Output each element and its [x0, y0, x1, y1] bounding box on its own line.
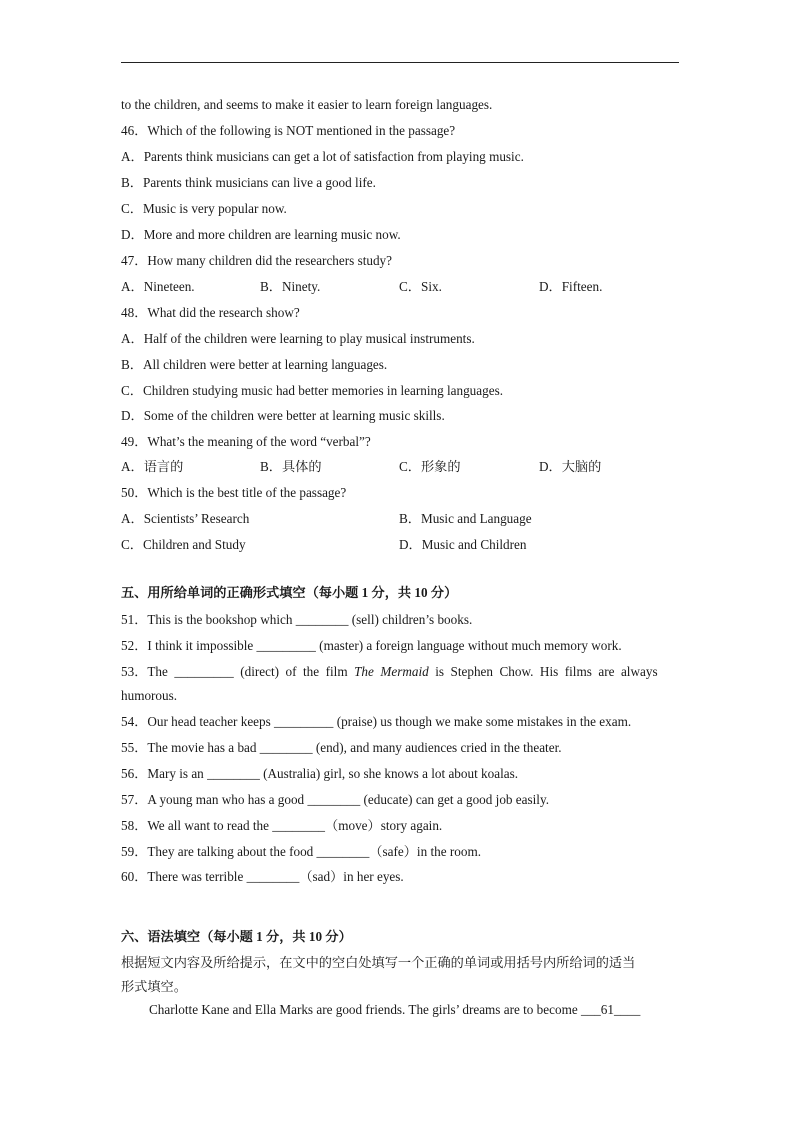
q48-stem: 48．What did the research show?	[121, 305, 300, 320]
section5-heading: 五、用所给单词的正确形式填空（每小题 1 分，共 10 分）	[121, 585, 458, 600]
q48-option-c: C．Children studying music had better memories in learning languages.	[121, 383, 503, 398]
section6-instruction-line2: 形式填空。	[121, 979, 187, 994]
q55: 55．The movie has a bad ________ (end), and many audiences cried in the theater.	[121, 740, 562, 755]
q49-option-c: C．形象的	[399, 459, 461, 474]
q52: 52．I think it impossible _________ (master) a foreign language without much memory work.	[121, 638, 622, 653]
q53-text-end: is Stephen Chow. His films are always	[428, 664, 658, 679]
q53-film-title: The Mermaid	[354, 664, 429, 679]
q48-option-b: B．All children were better at learning languages.	[121, 357, 388, 372]
header-rule	[121, 62, 679, 63]
q49-stem: 49．What’s the meaning of the word “verbal”?	[121, 434, 371, 449]
q54: 54．Our head teacher keeps _________ (praise) us though we make some mistakes in the exam.	[121, 714, 632, 729]
q48-option-a: A．Half of the children were learning to play musical instruments.	[121, 331, 475, 346]
q49-option-a: A．语言的	[121, 459, 184, 474]
q50-option-d: D．Music and Children	[399, 537, 527, 552]
q50-option-c: C．Children and Study	[121, 537, 246, 552]
q47-option-a: A．Nineteen.	[121, 279, 195, 294]
q48-option-d: D．Some of the children were better at learning music skills.	[121, 408, 445, 423]
q53-continuation: humorous.	[121, 688, 178, 703]
q46-option-c: C．Music is very popular now.	[121, 201, 287, 216]
q49-option-d: D．大脑的	[539, 459, 602, 474]
q56: 56．Mary is an ________ (Australia) girl, so she knows a lot about koalas.	[121, 766, 519, 781]
passage-text: Charlotte Kane and Ella Marks are good friends. The girls’ dreams are to become	[149, 1002, 581, 1017]
q49-option-b: B．具体的	[260, 459, 322, 474]
blank-61: ___61____	[580, 1002, 641, 1017]
passage-continuation: to the children, and seems to make it easier to learn foreign languages.	[121, 97, 493, 112]
q50-option-b: B．Music and Language	[399, 511, 532, 526]
section6-instruction-line1: 根据短文内容及所给提示，在文中的空白处填写一个正确的单词或用括号内所给词的适当	[121, 955, 636, 970]
q53-text-start: 53．The _________ (direct) of the film	[121, 664, 355, 679]
q51: 51．This is the bookshop which ________ (sell) children’s books.	[121, 612, 473, 627]
q47-option-c: C．Six.	[399, 279, 442, 294]
q50-option-a: A．Scientists’ Research	[121, 511, 250, 526]
q60: 60．There was terrible ________（sad）in her eyes.	[121, 869, 404, 884]
q53	[121, 664, 679, 680]
q49-options	[121, 459, 681, 475]
q50-stem: 50．Which is the best title of the passage?	[121, 485, 347, 500]
q59: 59．They are talking about the food ________（safe）in the room.	[121, 844, 482, 859]
q47-options	[121, 279, 681, 295]
q46-option-d: D．More and more children are learning music now.	[121, 227, 401, 242]
q50-options-row2	[121, 537, 681, 553]
q47-stem: 47．How many children did the researchers study?	[121, 253, 392, 268]
section6-heading: 六、语法填空（每小题 1 分，共 10 分）	[121, 929, 352, 944]
q57: 57．A young man who has a good ________ (educate) can get a good job easily.	[121, 792, 550, 807]
q47-option-d: D．Fifteen.	[539, 279, 603, 294]
q46-option-a: A．Parents think musicians can get a lot of satisfaction from playing music.	[121, 149, 524, 164]
q58: 58．We all want to read the ________（move）story again.	[121, 818, 443, 833]
q46-option-b: B．Parents think musicians can live a good life.	[121, 175, 376, 190]
q47-option-b: B．Ninety.	[260, 279, 321, 294]
passage-first-line	[149, 1002, 640, 1018]
q50-options-row1	[121, 511, 681, 527]
q46-stem: 46．Which of the following is NOT mentioned in the passage?	[121, 123, 456, 138]
